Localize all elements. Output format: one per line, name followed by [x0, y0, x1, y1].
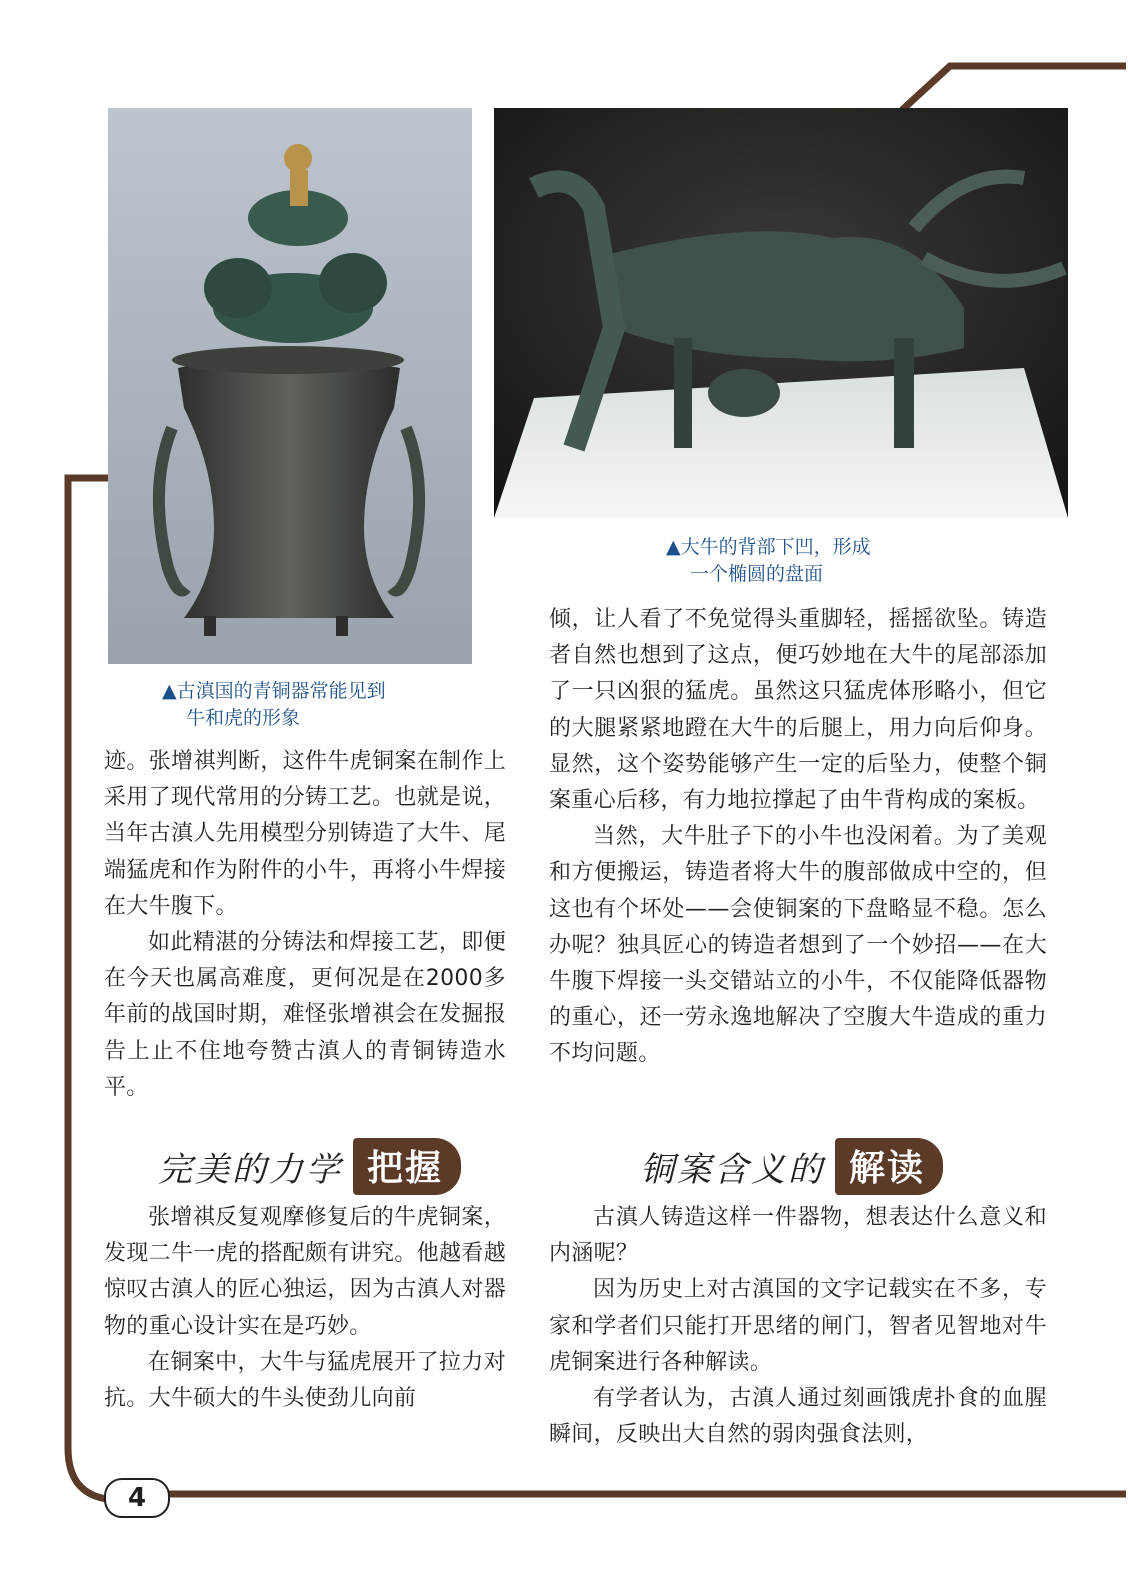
section-heading-interpretation — [640, 1140, 943, 1192]
left-photo-caption — [162, 678, 462, 732]
heading-highlight: 把握 — [353, 1138, 461, 1195]
paragraph: 如此精湛的分铸法和焊接工艺，即便在今天也属高难度，更何况是在2000多年前的战国时期，难怪张增祺会在发掘报告上止不住地夸赞古滇人的青铜铸造水平。 — [104, 930, 506, 1100]
right-column-text — [549, 602, 1047, 1073]
paragraph: 张增祺反复观摩修复后的牛虎铜案，发现二牛一虎的搭配颇有讲究。他越看越惊叹古滇人的匠心独运，因为古滇人对器物的重心设计实在是巧妙。 — [104, 1205, 506, 1339]
right-caption-line1: 大牛的背部下凹，形成 — [680, 536, 871, 558]
triangle-icon: ▲ — [162, 680, 177, 702]
paragraph: 当然，大牛肚子下的小牛也没闲着。为了美观和方便搬运，铸造者将大牛的腹部做成中空的，但这也有个坏处——会使铜案的下盘略显不稳。怎么办呢？独具匠心的铸造者想到了一个妙招——在大牛腹下焊接一头交错站立的小牛，不仅能降低器物的重心，还一劳永逸地解决了空腹大牛造成的重力不均问题。 — [549, 824, 1047, 1067]
left-column-text — [104, 744, 506, 1106]
paragraph: 因为历史上对古滇国的文字记载实在不多，专家和学者们只能打开思绪的闸门，智者见智地对牛虎铜案进行各种解读。 — [549, 1277, 1047, 1375]
heading-highlight: 解读 — [835, 1138, 943, 1195]
right-photo-caption — [666, 534, 986, 588]
paragraph: 倾，让人看了不免觉得头重脚轻，摇摇欲坠。铸造者自然也想到了这点，便巧妙地在大牛的尾部添加了一只凶狠的猛虎。虽然这只猛虎体形略小，但它的大腿紧紧地蹬在大牛的后腿上，用力向后仰身。显然，这个姿势能够产生一定的后坠力，使整个铜案重心后移，有力地拉撑起了由牛背构成的案板。 — [549, 607, 1047, 814]
section-heading-mechanics — [158, 1140, 461, 1192]
triangle-icon: ▲ — [666, 536, 681, 558]
paragraph: 有学者认为，古滇人通过刻画饿虎扑食的血腥瞬间，反映出大自然的弱肉强食法则， — [549, 1386, 1047, 1448]
heading-text: 完美的力学 — [158, 1149, 343, 1190]
paragraph: 在铜案中，大牛与猛虎展开了拉力对抗。大牛硕大的牛头使劲儿向前 — [104, 1349, 506, 1412]
heading-text: 铜案含义的 — [640, 1149, 825, 1190]
right-column-text-2 — [549, 1200, 1047, 1453]
bronze-vessel-photo — [108, 108, 472, 664]
page-number: 4 — [104, 1478, 170, 1518]
left-caption-line2: 牛和虎的形象 — [186, 707, 301, 729]
bull-tiger-table-photo — [494, 108, 1068, 518]
paragraph: 古滇人铸造这样一件器物，想表达什么意义和内涵呢？ — [549, 1205, 1047, 1267]
right-caption-line2: 一个椭圆的盘面 — [690, 563, 824, 585]
left-caption-line1: 古滇国的青铜器常能见到 — [176, 680, 386, 702]
left-column-text-2 — [104, 1200, 506, 1417]
paragraph: 迹。张增祺判断，这件牛虎铜案在制作上采用了现代常用的分铸工艺。也就是说，当年古滇人先用模型分别铸造了大牛、尾端猛虎和作为附件的小牛，再将小牛焊接在大牛腹下。 — [104, 749, 506, 919]
